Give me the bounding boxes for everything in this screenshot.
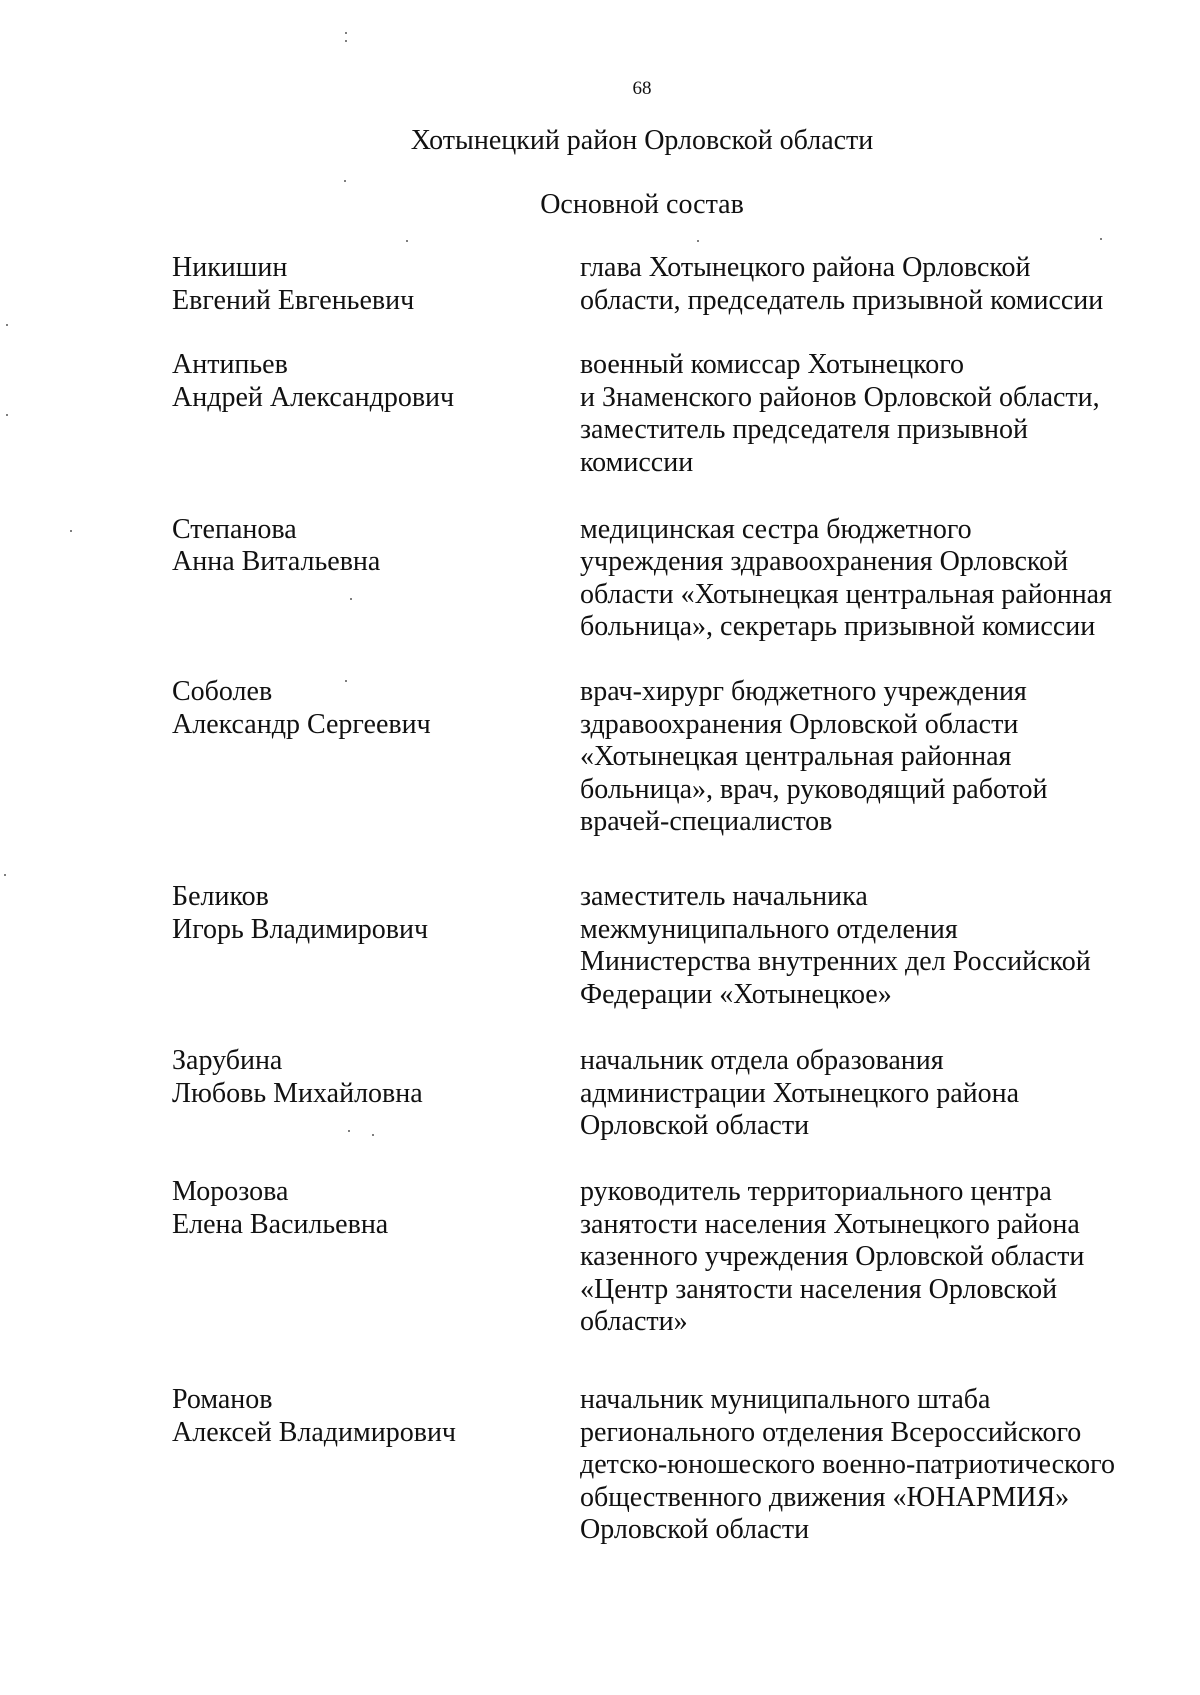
member-row <box>172 349 1132 479</box>
scan-speck <box>345 32 347 34</box>
scan-speck <box>1100 238 1102 240</box>
member-role: руководитель территориального центра занятости населения Хотынецкого района казенного учреждения Орловской области «Центр занятости населения Орловской области» <box>580 1176 1085 1338</box>
member-name: Никишин Евгений Евгеньевич <box>172 252 415 316</box>
member-name: Степанова Анна Витальевна <box>172 513 381 578</box>
member-row <box>172 676 1132 839</box>
member-row <box>172 1384 1132 1547</box>
member-row <box>172 1176 1132 1339</box>
scan-speck <box>372 1134 374 1136</box>
scan-speck <box>697 240 699 242</box>
scan-speck <box>4 874 6 876</box>
member-row <box>172 881 1132 1011</box>
scan-speck <box>348 1130 350 1132</box>
member-name: Романов Алексей Владимирович <box>172 1384 457 1448</box>
member-list <box>172 252 1132 1547</box>
member-role: врач-хирург бюджетного учреждения здравоохранения Орловской области «Хотынецкая центральная районная больница», врач, руководящий работой врачей-специалистов <box>580 675 1048 838</box>
member-name: Зарубина Любовь Михайловна <box>172 1045 423 1109</box>
member-row <box>172 514 1132 644</box>
member-role: начальник отдела образования администрации Хотынецкого района Орловской области <box>580 1045 1020 1142</box>
member-name: Морозова Елена Васильевна <box>172 1176 389 1240</box>
scan-speck <box>350 598 352 600</box>
scan-speck <box>406 240 408 242</box>
section-subtitle: Основной состав <box>540 189 744 220</box>
scan-speck <box>345 680 347 682</box>
member-name: Антипьев Андрей Александрович <box>172 349 455 413</box>
member-role: глава Хотынецкого района Орловской области, председатель призывной комиссии <box>580 252 1104 316</box>
member-name: Беликов Игорь Владимирович <box>172 880 429 945</box>
member-role: медицинская сестра бюджетного учреждения здравоохранения Орловской области «Хотынецкая центральная районная больница», секретарь призывной комиссии <box>580 513 1112 643</box>
page-number: 68 <box>632 78 652 99</box>
scan-speck <box>345 40 347 42</box>
member-role: заместитель начальника межмуниципального отделения Министерства внутренних дел Российской Федерации «Хотынецкое» <box>580 880 1091 1010</box>
scan-speck <box>70 530 72 532</box>
page-title: Хотынецкий район Орловской области <box>410 125 874 156</box>
scan-speck <box>6 324 8 326</box>
member-name: Соболев Александр Сергеевич <box>172 675 431 740</box>
scan-speck <box>6 414 8 416</box>
member-role: начальник муниципального штаба регионального отделения Всероссийского детско-юношеского военно-патриотического общественного движения «ЮНАРМИЯ» Орловской области <box>580 1384 1115 1546</box>
member-role: военный комиссар Хотынецкого и Знаменского районов Орловской области, заместитель председателя призывной комиссии <box>580 349 1100 478</box>
member-row <box>172 252 1132 317</box>
member-row <box>172 1045 1132 1143</box>
scan-speck <box>344 180 346 182</box>
